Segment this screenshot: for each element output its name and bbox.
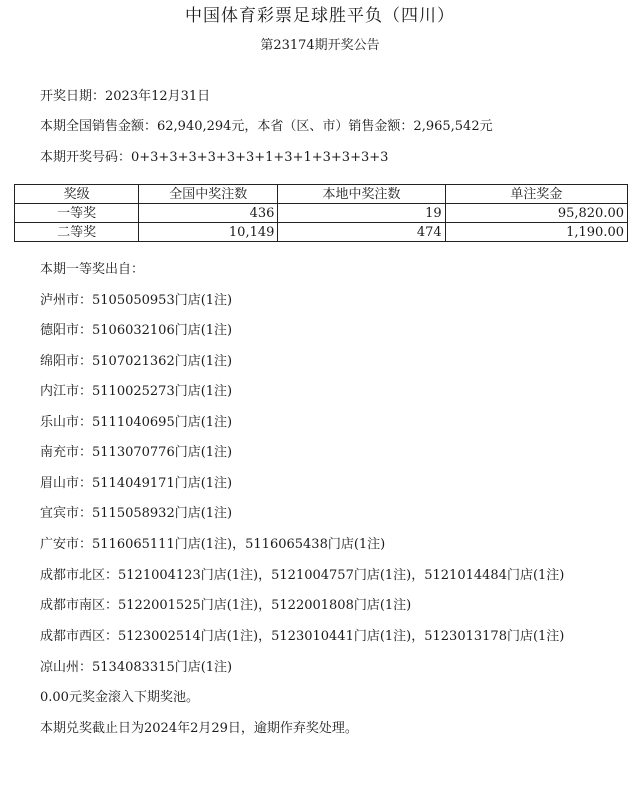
winner-item: 凉山州：5134083315门店(1注) <box>40 660 233 675</box>
claim-deadline-note: 本期兑奖截止日为2024年2月29日，逾期作弃奖处理。 <box>40 721 358 736</box>
page-title: 中国体育彩票足球胜平负（四川） <box>185 6 455 26</box>
cell-national-count: 436 <box>139 204 278 223</box>
cell-prize-amount: 95,820.00 <box>445 204 627 223</box>
col-header-prize-amount: 单注奖金 <box>445 185 627 204</box>
issue-subtitle: 第23174期开奖公告 <box>260 38 380 53</box>
cell-level: 一等奖 <box>15 204 139 223</box>
col-header-level: 奖级 <box>15 185 139 204</box>
cell-level: 二等奖 <box>15 223 139 242</box>
table-header-row <box>15 185 628 204</box>
winner-item: 广安市：5116065111门店(1注)，5116065438门店(1注) <box>40 537 386 552</box>
winner-item: 内江市：5110025273门店(1注) <box>40 384 233 399</box>
rollover-note: 0.00元奖金滚入下期奖池。 <box>40 690 199 705</box>
winning-numbers: 本期开奖号码：0+3+3+3+3+3+3+1+3+1+3+3+3+3 <box>40 150 389 165</box>
winner-item: 泸州市：5105050953门店(1注) <box>40 293 233 308</box>
table-row <box>15 223 628 242</box>
winner-item: 宜宾市：5115058932门店(1注) <box>40 506 233 521</box>
winner-item: 眉山市：5114049171门店(1注) <box>40 476 233 491</box>
table-row <box>15 204 628 223</box>
col-header-national-count: 全国中奖注数 <box>139 185 278 204</box>
winner-item: 成都市北区：5121004123门店(1注)，5121004757门店(1注)，5121014484门店(1注) <box>40 568 565 583</box>
cell-prize-amount: 1,190.00 <box>445 223 627 242</box>
winner-item: 南充市：5113070776门店(1注) <box>40 445 233 460</box>
cell-local-count: 19 <box>278 204 445 223</box>
winner-item: 绵阳市：5107021362门店(1注) <box>40 354 233 369</box>
cell-local-count: 474 <box>278 223 445 242</box>
sales-amount: 本期全国销售金额：62,940,294元，本省（区、市）销售金额：2,965,542元 <box>40 119 493 134</box>
cell-national-count: 10,149 <box>139 223 278 242</box>
winner-item: 乐山市：5111040695门店(1注) <box>40 415 233 430</box>
winner-item: 德阳市：5106032106门店(1注) <box>40 323 233 338</box>
winners-heading: 本期一等奖出自： <box>40 262 145 277</box>
col-header-local-count: 本地中奖注数 <box>278 185 445 204</box>
winner-item: 成都市南区：5122001525门店(1注)，5122001808门店(1注) <box>40 598 412 613</box>
prize-table <box>14 184 628 242</box>
winner-item: 成都市西区：5123002514门店(1注)，5123010441门店(1注)，5123013178门店(1注) <box>40 629 565 644</box>
draw-date: 开奖日期：2023年12月31日 <box>40 89 211 104</box>
